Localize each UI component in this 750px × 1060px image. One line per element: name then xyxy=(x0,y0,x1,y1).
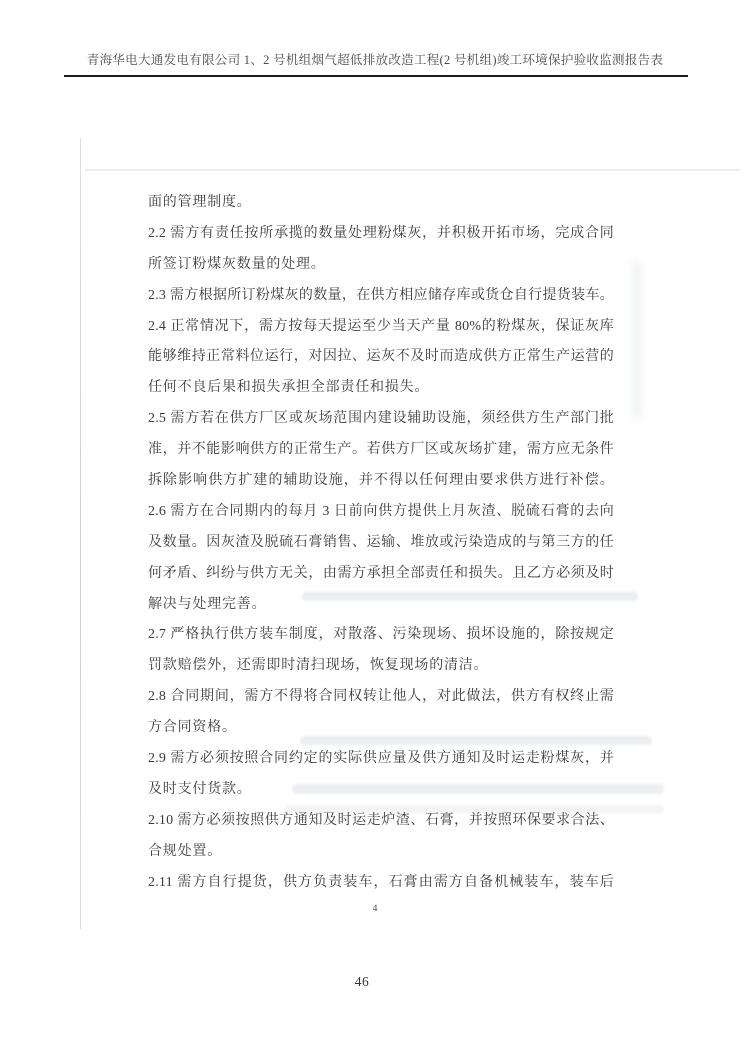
text-line: 能够维持正常料位运行，对因拉、运灰不及时而造成供方正常生产运营的 xyxy=(148,349,614,365)
header-rule xyxy=(64,75,688,77)
text-line: 解决与处理完善。 xyxy=(148,596,267,612)
text-line: 任何不良后果和损失承担全部责任和损失。 xyxy=(148,380,430,396)
text-line: 合规处置。 xyxy=(148,843,222,859)
text-line: 准，并不能影响供方的正常生产。若供方厂区或灰场扩建，需方应无条件 xyxy=(148,442,614,458)
scanned-page-number: 4 xyxy=(372,904,378,914)
text-line: 拆除影响供方扩建的辅助设施，并不得以任何理由要求供方进行补偿。 xyxy=(148,473,614,489)
text-line: 2.6 需方在合同期内的每月 3 日前向供方提供上月灰渣、脱硫石膏的去向 xyxy=(148,503,614,519)
text-line: 2.8 合同期间，需方不得将合同权转让他人，对此做法，供方有权终止需 xyxy=(148,689,614,705)
text-line: 及数量。因灰渣及脱硫石膏销售、运输、堆放或污染造成的与第三方的任 xyxy=(148,534,614,550)
text-line: 2.9 需方必须按照合同约定的实际供应量及供方通知及时运走粉煤灰，并 xyxy=(148,751,614,767)
text-line: 2.10 需方必须按照供方通知及时运走炉渣、石膏，并按照环保要求合法、 xyxy=(148,812,614,828)
text-line: 2.2 需方有责任按所承揽的数量处理粉煤灰，并积极开拓市场，完成合同 xyxy=(148,225,614,241)
text-line: 2.4 正常情况下，需方按每天提运至少当天产量 80%的粉煤灰，保证灰库 xyxy=(148,318,614,334)
text-line: 及时支付货款。 xyxy=(148,781,252,797)
text-line: 方合同资格。 xyxy=(148,720,237,736)
text-line: 2.3 需方根据所订粉煤灰的数量，在供方相应储存库或货仓自行提货装车。 xyxy=(148,287,614,303)
report-header-title: 青海华电大通发电有限公司 1、2 号机组烟气超低排放改造工程(2 号机组)竣工环境保护验收监测报告表 xyxy=(86,53,664,67)
scanned-page-left-edge xyxy=(80,138,81,930)
text-line: 罚款赔偿外，还需即时清扫现场，恢复现场的清洁。 xyxy=(148,658,489,674)
text-line: 2.5 需方若在供方厂区或灰场范围内建设辅助设施，须经供方生产部门批 xyxy=(148,411,614,427)
text-line: 面的管理制度。 xyxy=(148,195,252,210)
text-line: 2.7 严格执行供方装车制度，对散落、污染现场、损坏设施的，除按规定 xyxy=(148,627,614,643)
contract-text-block xyxy=(148,188,614,898)
text-line: 2.11 需方自行提货，供方负责装车，石膏由需方自备机械装车，装车后 xyxy=(148,874,614,890)
text-line: 所签订粉煤灰数量的处理。 xyxy=(148,256,326,272)
text-line: 何矛盾、纠纷与供方无关，由需方承担全部责任和损失。且乙方必须及时 xyxy=(148,565,614,581)
scan-streak-artifact xyxy=(85,169,740,171)
scan-artifact xyxy=(632,260,642,420)
report-page-number: 46 xyxy=(354,974,370,989)
